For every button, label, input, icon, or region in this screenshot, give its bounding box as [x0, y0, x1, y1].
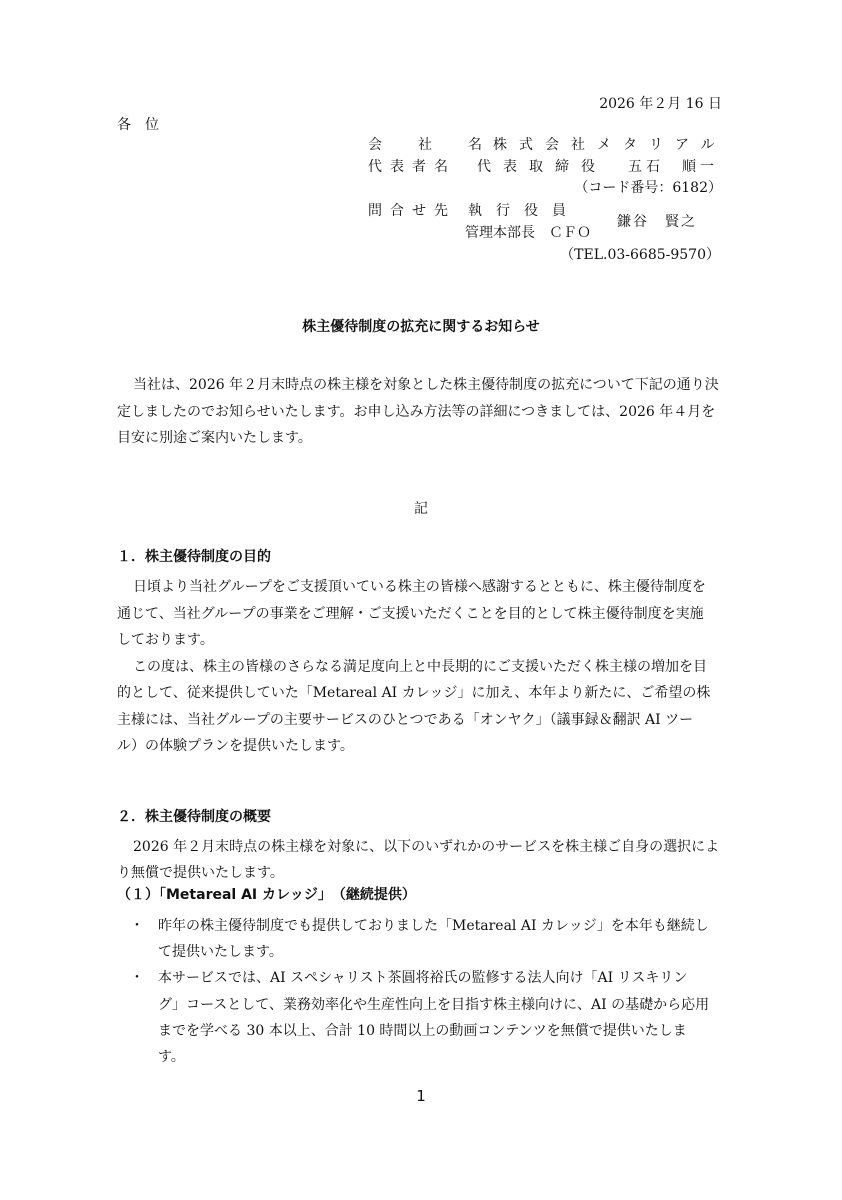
bullet-2-line-3: までを学べる 30 本以上、合計 10 時間以上の動画コンテンツを無償で提供いたしま: [158, 1023, 687, 1039]
bullet-1-line-2: て提供いたします。: [158, 944, 283, 960]
company-label: 会 社 名: [368, 137, 493, 153]
representative-row: [368, 160, 718, 174]
document-date: 2026 年２月 16 日: [599, 96, 722, 112]
contact-label: 問合せ先: [368, 203, 456, 219]
representative-label: 代表者名: [368, 159, 456, 175]
representative-name: 五石 順一: [628, 159, 718, 175]
section-2-para-1-line-1: 2026 年２月末時点の株主様を対象に、以下のいずれかのサービスを株主様ご自身の選択によ: [133, 839, 720, 855]
bullet-2-line-4: す。: [158, 1049, 185, 1065]
bullet-2-line-1: 本サービスでは、AI スペシャリスト茶圓将裕氏の監修する法人向け「AI リスキリン: [158, 970, 688, 986]
section-1-para-2-line-2: 的として、従来提供していた「Metareal AI カレッジ」に加え、本年より新たに、ご希望の株: [117, 685, 711, 701]
document-title: 株主優待制度の拡充に関するお知らせ: [302, 319, 540, 335]
bullet-1-line-1: 昨年の株主優待制度でも提供しておりました「Metareal AI カレッジ」を本年も継続し: [158, 918, 709, 934]
section-1-para-1-line-1: 日頃より当社グループをご支援頂いている株主の皆様へ感謝するとともに、株主優待制度を: [133, 579, 706, 595]
representative-title: 代表取締役: [477, 159, 607, 175]
stock-code: （コード番号：6182）: [574, 180, 722, 196]
section-1-para-2-line-4: ル）の体験プランを提供いたします。: [117, 738, 354, 754]
intro-line-1: 当社は、2026 年２月末時点の株主様を対象とした株主優待制度の拡充について下記の通り決: [133, 377, 719, 393]
subsection-1-heading: （１）「Metareal AI カレッジ」 （継続提供）: [117, 887, 416, 903]
contact-name: 鎌谷 賢之: [617, 214, 697, 230]
company-name: 株式会社メタリアル: [493, 137, 727, 153]
contact-title-1: 執 行 役 員: [468, 203, 566, 219]
contact-tel: （TEL.03-6685-9570）: [560, 247, 720, 263]
section-2-heading: ２．株主優待制度の概要: [117, 809, 271, 825]
section-1-para-1-line-2: 通じて、当社グループの事業をご理解・ご支援いただくことを目的として株主優待制度を実施: [117, 606, 704, 622]
bullet-2-mark: ・: [130, 970, 144, 986]
section-1-para-2-line-1: この度は、株主の皆様のさらなる満足度向上と中長期的にご支援いただく株主様の増加を目: [133, 659, 707, 675]
contact-title-2: 管理本部長 ＣＦＯ: [465, 225, 591, 241]
section-2-para-1-line-2: り無償で提供いたします。: [117, 865, 284, 881]
bullet-1-mark: ・: [130, 918, 144, 934]
section-1-para-2-line-3: 主様には、当社グループの主要サービスのひとつである「オンヤク」（議事録＆翻訳 AI ツー: [117, 712, 694, 728]
addressee: 各 位: [117, 117, 159, 133]
company-row: [368, 137, 727, 153]
intro-line-2: 定しましたのでお知らせいたします。お申し込み方法等の詳細につきましては、2026 年４月を: [117, 404, 716, 420]
bullet-2-line-2: グ」コースとして、業務効率化や生産性向上を目指す株主様向けに、AI の基礎から応用: [158, 997, 710, 1013]
page-number: 1: [416, 1087, 426, 1105]
intro-line-3: 目安に別途ご案内いたします。: [117, 430, 312, 446]
section-1-heading: １．株主優待制度の目的: [117, 549, 271, 565]
ki-marker: 記: [414, 501, 428, 517]
section-1-para-1-line-3: しております。: [117, 632, 214, 648]
